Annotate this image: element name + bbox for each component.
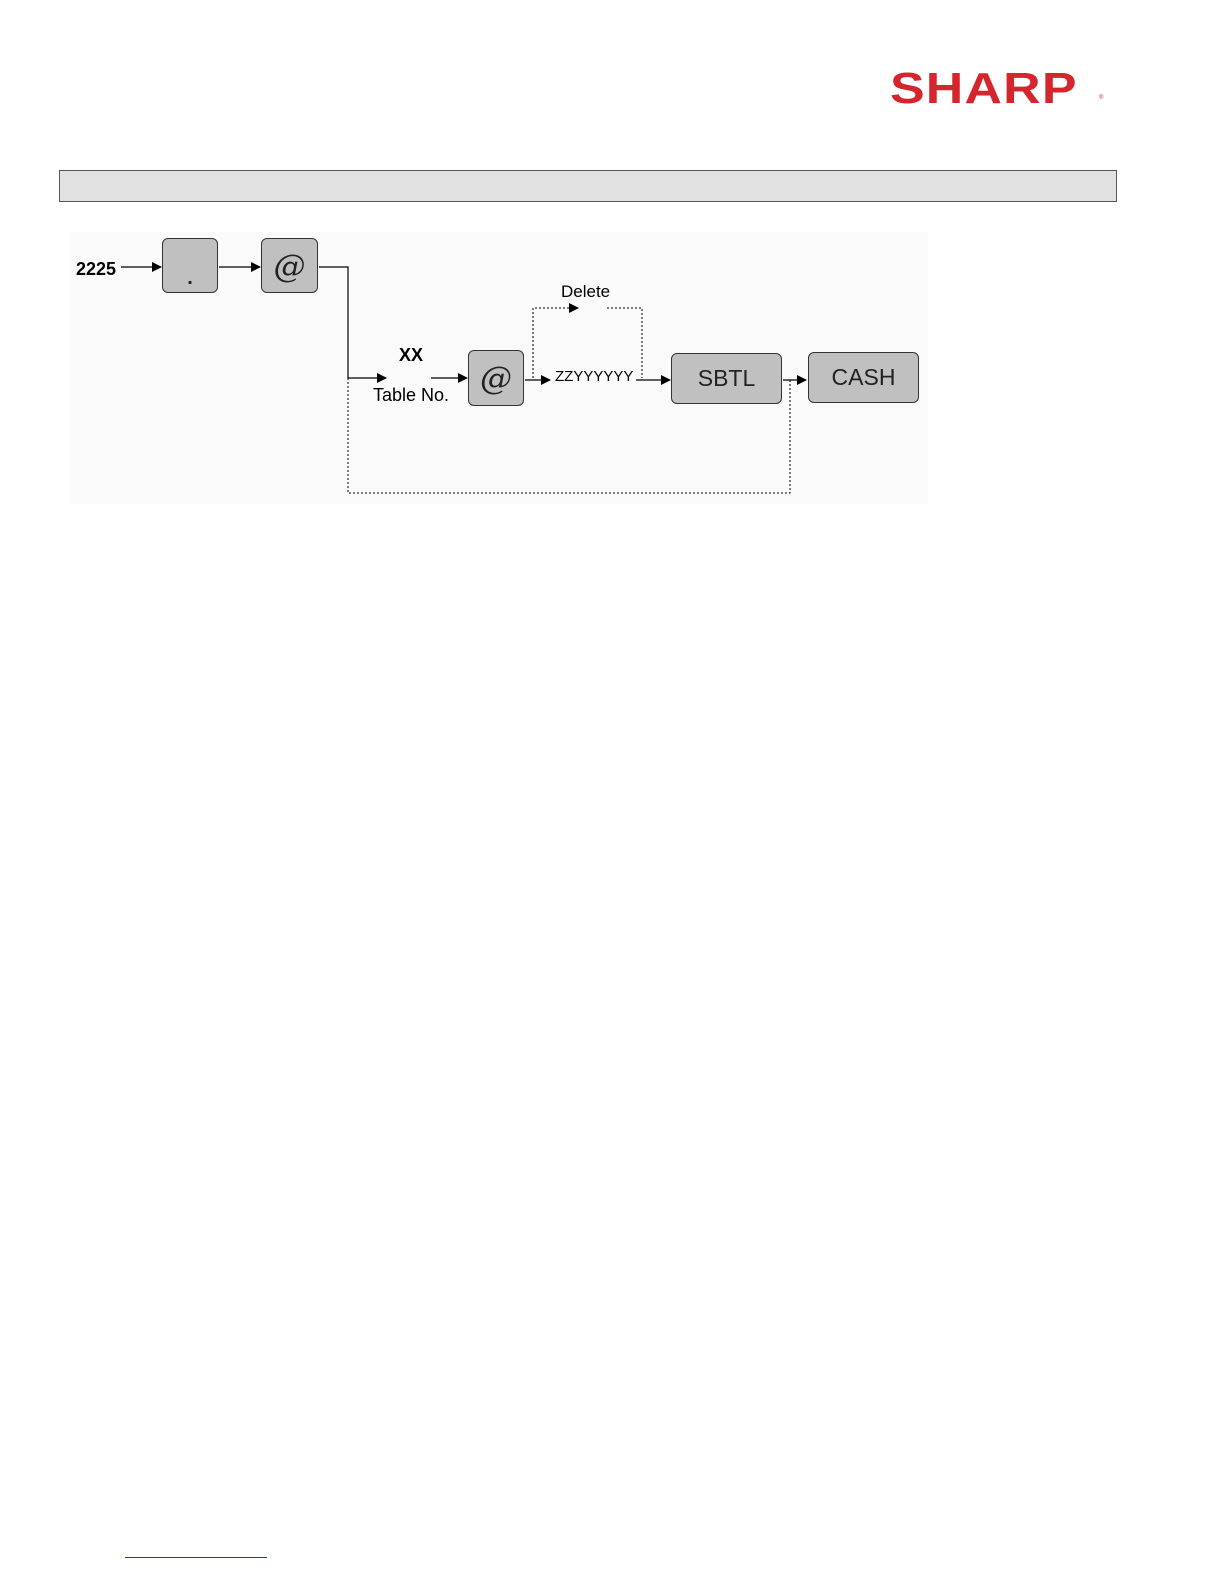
sharp-logo: SHARP [890,64,1078,113]
table-number-caption: Table No. [373,385,450,405]
registered-mark: ® [1099,95,1104,101]
table-number-value: XX [399,345,424,365]
point-key: . [162,238,218,293]
subtotal-key: SBTL [671,353,782,404]
at-key: @ [261,238,318,293]
item-code-label: ZZYYYYYY [555,368,634,385]
entry-code-label: 2225 [76,259,117,279]
footer-link-underline [125,1557,267,1558]
delete-label: Delete [561,282,611,301]
connector-at-to-table [319,267,386,378]
cash-key: CASH [808,352,919,403]
at-key-2: @ [468,350,524,406]
